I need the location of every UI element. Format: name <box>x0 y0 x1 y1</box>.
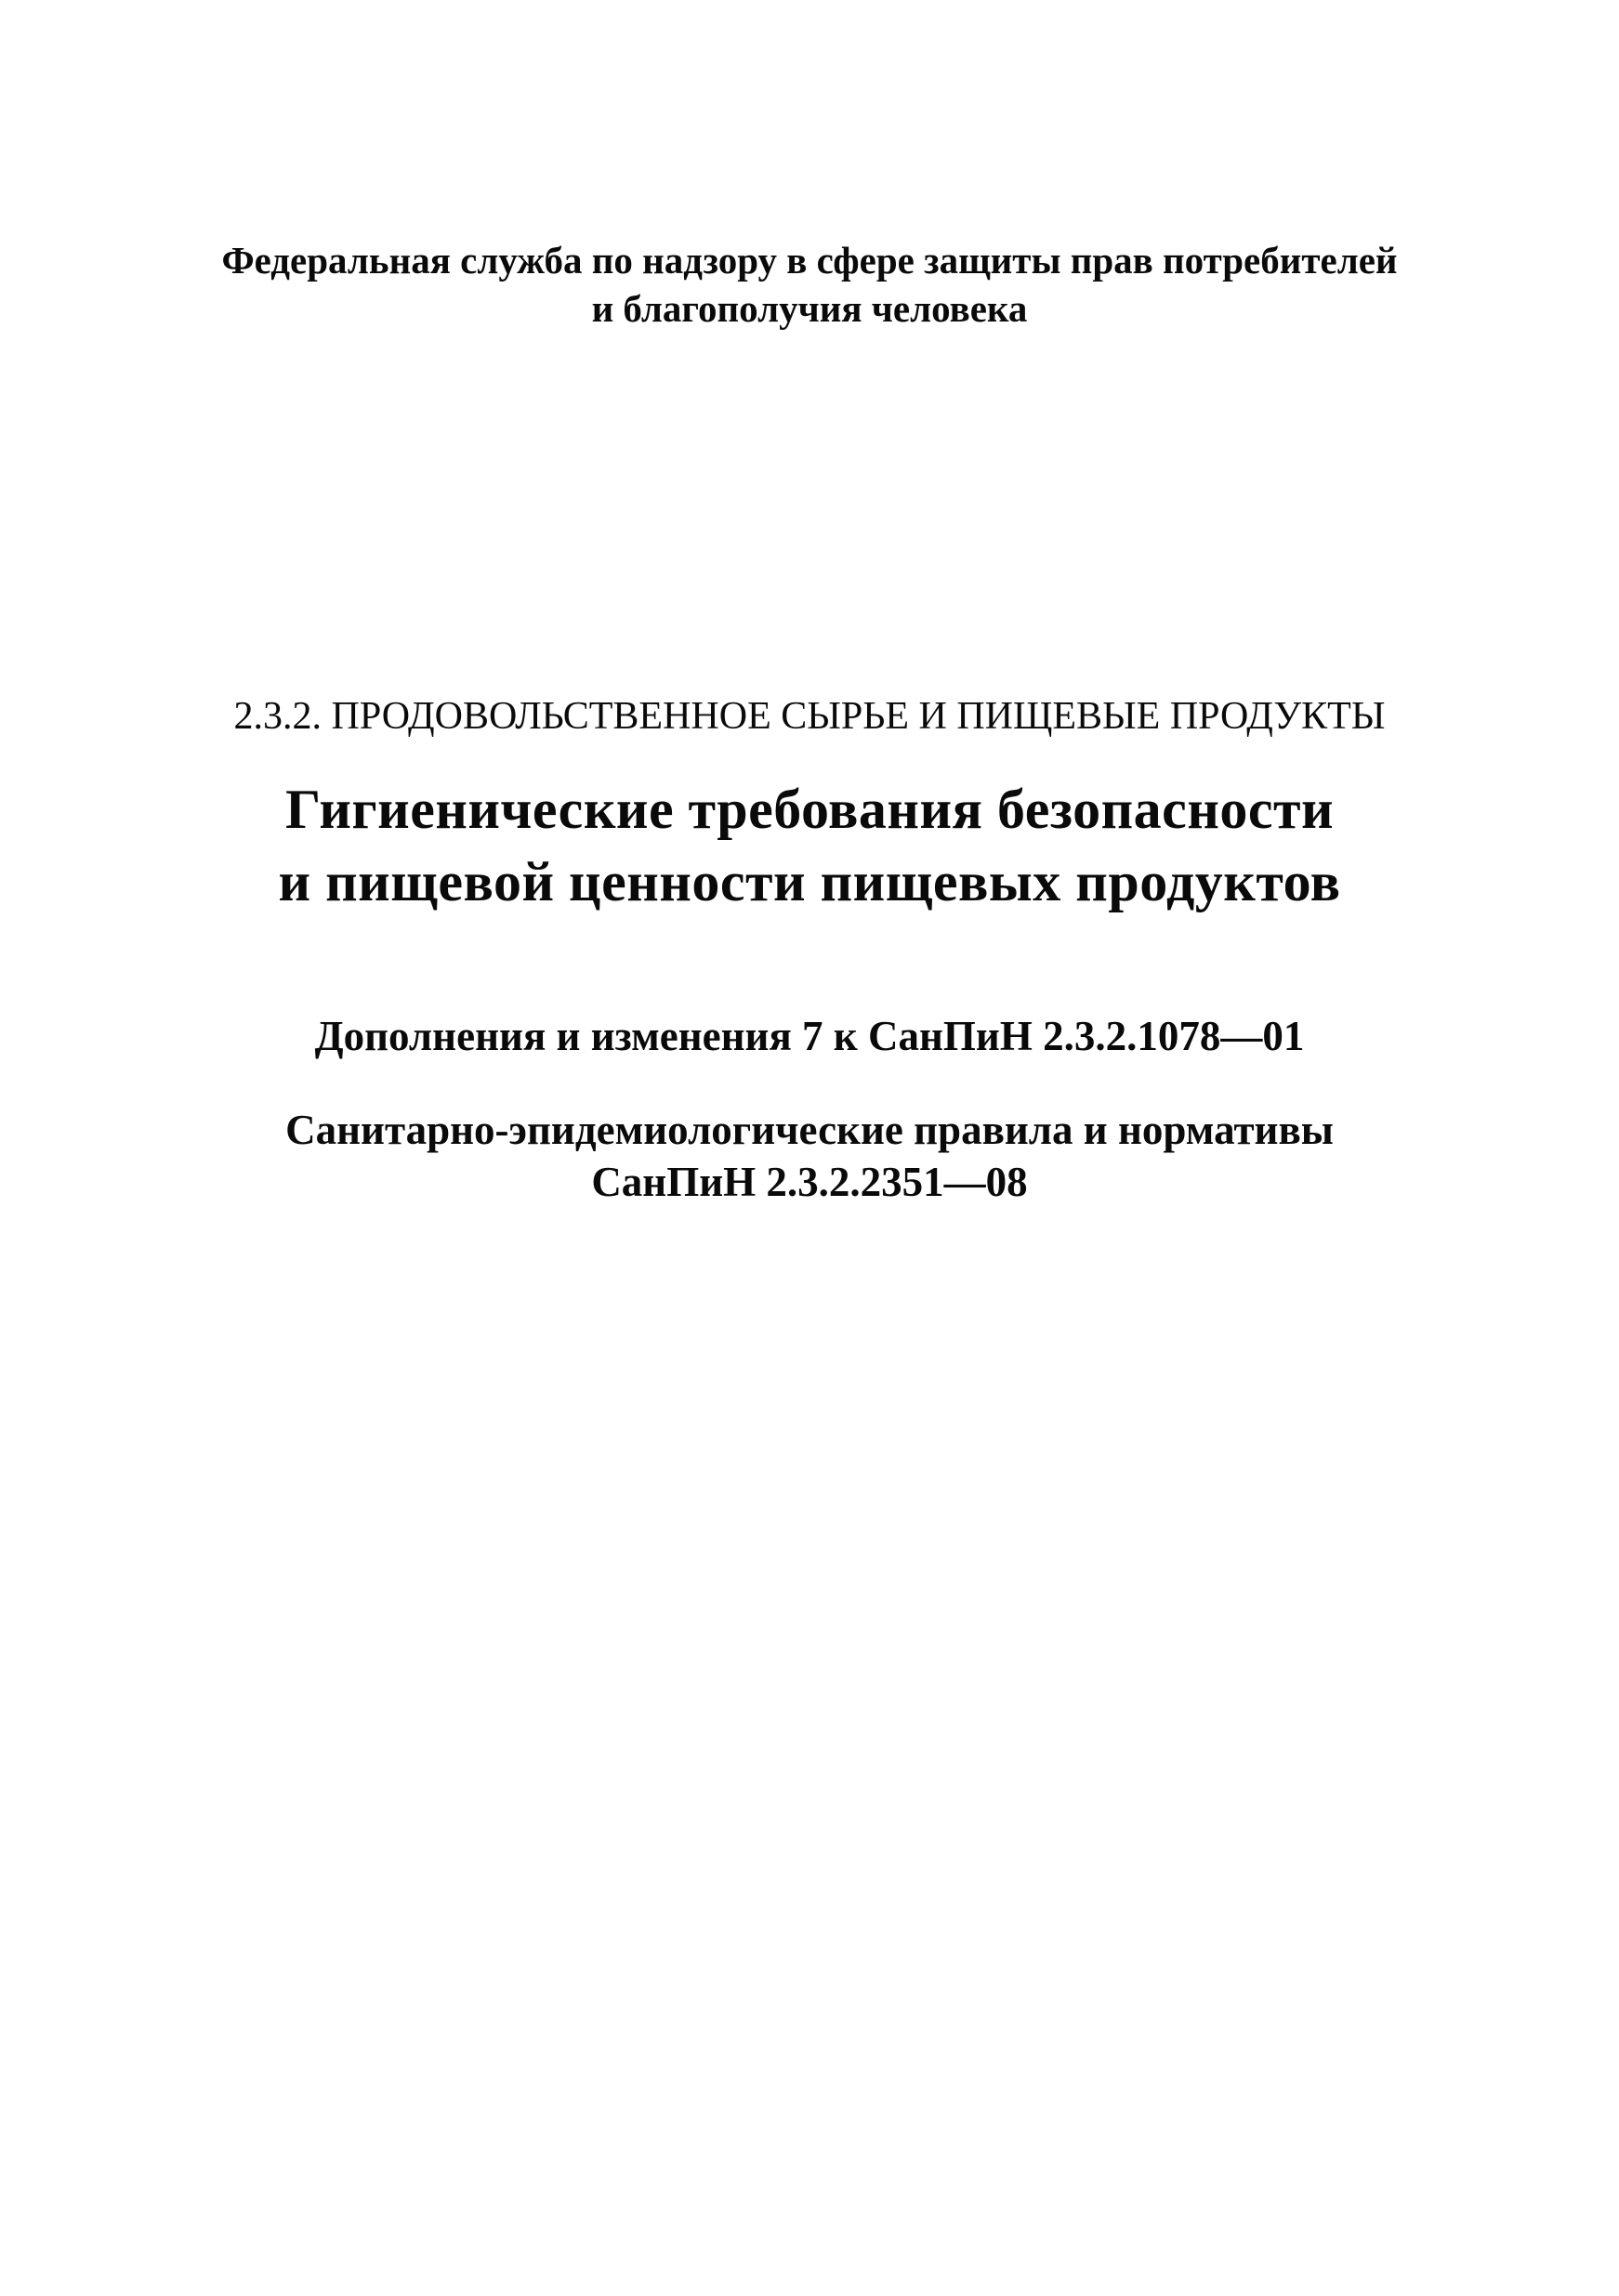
amendment-note <box>0 1010 1619 1062</box>
agency-name-line-2: и благополучия человека <box>591 287 1028 330</box>
amendment-note-text: Дополнения и изменения 7 к СанПиН 2.3.2.1078—01 <box>314 1013 1305 1059</box>
rules-designation-line-1: Санитарно-эпидемиологические правила и нормативы <box>285 1107 1334 1153</box>
document-title-line-1: Гигиенические требования безопасности <box>284 779 1335 840</box>
agency-name-line-1: Федеральная служба по надзору в сфере защиты прав потребителей <box>221 239 1398 282</box>
rules-designation <box>0 1104 1619 1208</box>
section-heading <box>0 692 1619 741</box>
rules-designation-line-2: СанПиН 2.3.2.2351—08 <box>591 1159 1028 1205</box>
document-title <box>0 773 1619 918</box>
document-title-line-2: и пищевой ценности пищевых продуктов <box>278 851 1341 912</box>
section-heading-text: 2.3.2. ПРОДОВОЛЬСТВЕННОЕ СЫРЬЕ И ПИЩЕВЫЕ ПРОДУКТЫ <box>233 695 1386 738</box>
agency-name <box>0 236 1619 333</box>
